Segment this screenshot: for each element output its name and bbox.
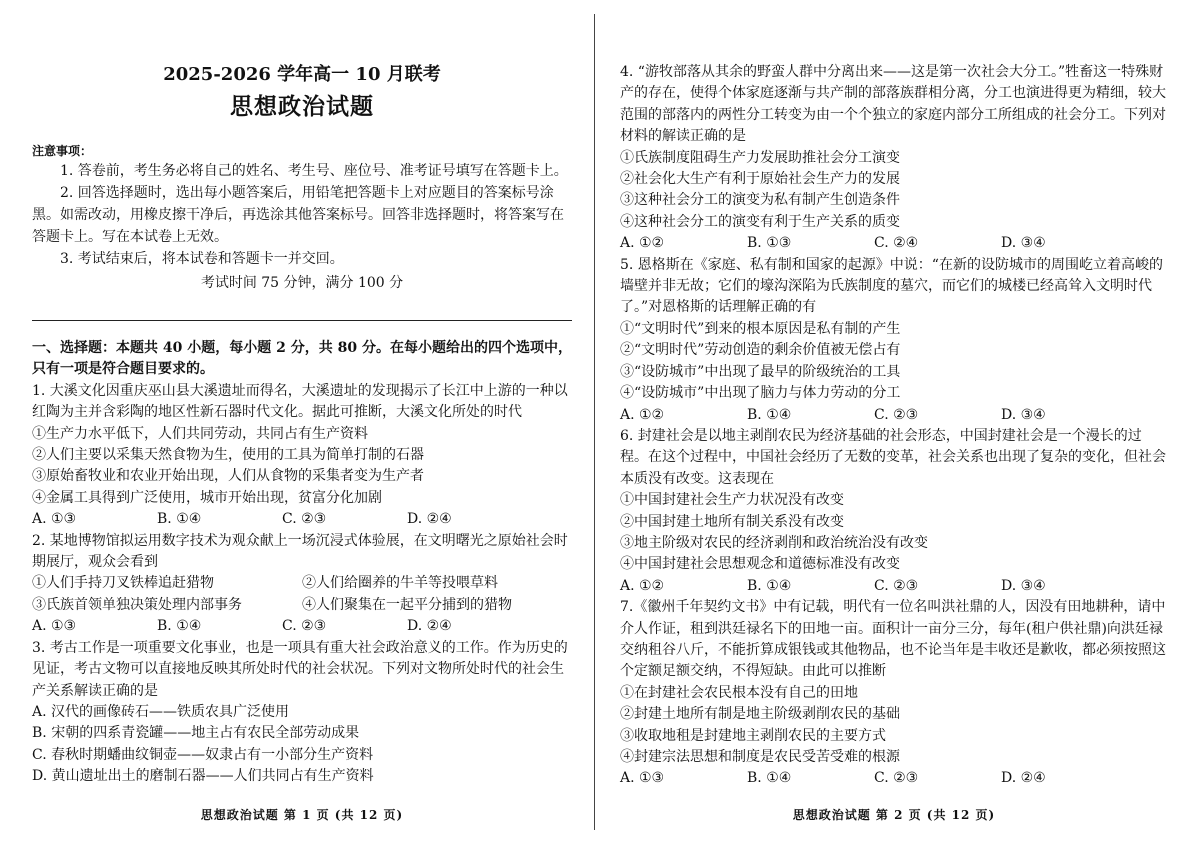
notes-heading: 注意事项： <box>32 144 93 158</box>
question-stem: 2. 某地博物馆拟运用数字技术为观众献上一场沉浸式体验展，在文明曙光之原始社会时期展厅，观众会看到 <box>32 532 568 571</box>
question-4 <box>620 62 1168 255</box>
option-c[interactable]: C. ②④ <box>874 235 919 252</box>
statement: ④金属工具得到广泛使用，城市开始出现，贫富分化加剧 <box>32 489 382 506</box>
statement: ④封建宗法思想和制度是农民受苦受难的根源 <box>620 749 900 765</box>
question-1 <box>32 381 572 531</box>
note-item-3: 3. 考试结束后，将本试卷和答题卡一并交回。 <box>60 251 344 267</box>
answer-options <box>620 233 1168 254</box>
option-c[interactable]: C. ②③ <box>282 511 327 528</box>
exam-title: 思想政治试题 <box>230 93 374 120</box>
statement: ②人们主要以采集天然食物为生，使用的工具为简单打制的石器 <box>32 447 424 464</box>
question-stem: 1. 大溪文化因重庆巫山县大溪遗址而得名，大溪遗址的发现揭示了长江中上游的一种以红陶为主并含彩陶的地区性新石器时代文化。据此可推断，大溪文化所处的时代 <box>32 382 568 421</box>
statement: ①氏族制度阻碍生产力发展助推社会分工演变 <box>620 149 900 166</box>
option-b[interactable]: B. ①④ <box>747 577 792 594</box>
option-a[interactable]: A. ①② <box>620 406 665 423</box>
answer-options <box>32 616 572 637</box>
option-b[interactable]: B. ①④ <box>747 406 792 423</box>
exam-time: 考试时间 75 分钟，满分 100 分 <box>200 275 404 291</box>
option-a[interactable]: A. ①③ <box>32 618 77 635</box>
statement-row <box>32 595 572 616</box>
option-b[interactable]: B. ①④ <box>157 618 202 635</box>
option-d[interactable]: D. ②④ <box>407 511 452 528</box>
left-questions <box>32 338 572 788</box>
statement: ②人们给圈养的牛羊等投喂草料 <box>302 575 498 592</box>
option-d[interactable]: D. ③④ <box>1001 235 1046 252</box>
option-a[interactable]: A. ①③ <box>620 770 665 787</box>
option-b[interactable]: B. 宋朝的四系青瓷罐——地主占有农民全部劳动成果 <box>32 725 360 742</box>
option-a[interactable]: A. ①③ <box>32 511 77 528</box>
question-3 <box>32 638 572 788</box>
note-item-2: 2. 回答选择题时，选出每小题答案后，用铅笔把答题卡上对应题目的答案标号涂黑。如需改动，用橡皮擦干净后，再选涂其他答案标号。回答非选择题时，将答案写在答题卡上。写在本试卷上无效。 <box>32 185 564 245</box>
question-2 <box>32 531 572 638</box>
option-d[interactable]: D. 黄山遗址出土的磨制石器——人们共同占有生产资料 <box>32 768 374 785</box>
option-d[interactable]: D. ③④ <box>1001 406 1046 423</box>
question-stem: 6. 封建社会是以地主剥削农民为经济基础的社会形态，中国封建社会是一个漫长的过程。在这个过程中，中国社会经历了无数的变革，社会关系也出现了复杂的变化，但社会本质没有改变。这表现在 <box>620 427 1166 487</box>
notes-block <box>32 142 572 294</box>
answer-options <box>620 576 1168 597</box>
option-a[interactable]: A. 汉代的画像砖石——铁质农具广泛使用 <box>32 703 290 720</box>
statement: ③地主阶级对农民的经济剥削和政治统治没有改变 <box>620 534 928 551</box>
statement: ③“设防城市”中出现了最早的阶级统治的工具 <box>620 363 901 380</box>
section-heading: 一、选择题：本题共 40 小题，每小题 2 分，共 80 分。在每小题给出的四个选项中，只有一项是符合题目要求的。 <box>32 340 572 378</box>
option-c[interactable]: C. ②③ <box>282 618 327 635</box>
statement: ④中国封建社会思想观念和道德标准没有改变 <box>620 556 900 573</box>
option-c[interactable]: C. ②③ <box>874 577 919 594</box>
statement: ③这种社会分工的演变为私有制产生创造条件 <box>620 192 900 209</box>
statement: ②社会化大生产有利于原始社会生产力的发展 <box>620 171 900 188</box>
option-b[interactable]: B. ①④ <box>747 770 792 787</box>
question-stem: 4. “游牧部落从其余的野蛮人群中分离出来——这是第一次社会大分工。”牲畜这一特殊财产的存在，使得个体家庭逐渐与共产制的部落族群相分离，分工也演进得更为精细，较大范围的部落内的两性分工转变为由一个个独立的家庭内部分工所组成的社会分工。下列对材料的解读正确的是 <box>620 64 1166 145</box>
statement: ④这种社会分工的演变有利于生产关系的质变 <box>620 213 900 230</box>
option-d[interactable]: D. ②④ <box>1001 770 1046 787</box>
option-a[interactable]: A. ①② <box>620 235 665 252</box>
question-stem: 7.《徽州千年契约文书》中有记载，明代有一位名叫洪社鼎的人，因没有田地耕种，请中介人作证，租到洪廷禄名下的田地一亩。面积计一亩分三分，每年(租户供社鼎)向洪廷禄交纳租谷八斤，不能折算成银钱或其他物品，也不论当年是丰收还是歉收，都必须按照这个定额足额交纳，不得短缺。由此可以推断 <box>620 599 1166 680</box>
statement: ④人们聚集在一起平分捕到的猎物 <box>302 596 512 613</box>
statement: ③收取地租是封建地主剥削农民的主要方式 <box>620 727 886 744</box>
option-d[interactable]: D. ③④ <box>1001 577 1046 594</box>
statement: ③氏族首领单独决策处理内部事务 <box>32 596 242 613</box>
statement: ①“文明时代”到来的根本原因是私有制的产生 <box>620 320 901 337</box>
statement: ②中国封建土地所有制关系没有改变 <box>620 513 844 530</box>
page-divider <box>594 14 595 830</box>
statement: ②封建土地所有制是地主阶级剥削农民的基础 <box>620 706 900 723</box>
statement: ①在封建社会农民根本没有自己的田地 <box>620 684 858 701</box>
question-stem: 5. 恩格斯在《家庭、私有制和国家的起源》中说：“在新的设防城市的周围屹立着高峻的墙壁并非无故；它们的壕沟深陷为氏族制度的墓穴，而它们的城楼已经高耸入文明时代了。”对恩格斯的话理解正确的有 <box>620 256 1163 316</box>
statement: ④“设防城市”中出现了脑力与体力劳动的分工 <box>620 385 901 402</box>
option-c[interactable]: C. 春秋时期蟠曲纹铜壶——奴隶占有一小部分生产资料 <box>32 746 374 763</box>
page-footer: 思想政治试题 第 2 页 (共 12 页) <box>792 808 996 822</box>
statement: ①人们手持刀叉铁棒追赶猎物 <box>32 575 214 592</box>
answer-options <box>620 405 1168 426</box>
question-5 <box>620 255 1168 426</box>
separator-line <box>32 320 572 321</box>
option-a[interactable]: A. ①② <box>620 577 665 594</box>
statement-row <box>32 573 572 594</box>
option-d[interactable]: D. ②④ <box>407 618 452 635</box>
option-c[interactable]: C. ②③ <box>874 770 919 787</box>
question-stem: 3. 考古工作是一项重要文化事业，也是一项具有重大社会政治意义的工作。作为历史的见证，考古文物可以直接地反映其所处时代的社会状况。下列对文物所处时代的社会生产关系解读正确的是 <box>32 639 568 699</box>
statement: ②“文明时代”劳动创造的剩余价值被无偿占有 <box>620 342 901 359</box>
question-7 <box>620 597 1168 790</box>
exam-title-line1: 2025-2026 学年高一 10 月联考 <box>163 64 441 85</box>
statement: ①生产力水平低下，人们共同劳动，共同占有生产资料 <box>32 425 368 442</box>
statement: ①中国封建社会生产力状况没有改变 <box>620 492 844 509</box>
right-questions <box>620 62 1168 790</box>
question-6 <box>620 426 1168 597</box>
answer-options <box>620 768 1168 789</box>
statement: ③原始畜牧业和农业开始出现，人们从食物的采集者变为生产者 <box>32 468 424 485</box>
option-b[interactable]: B. ①④ <box>157 511 202 528</box>
option-b[interactable]: B. ①③ <box>747 235 792 252</box>
answer-options <box>32 509 572 530</box>
note-item-1: 1. 答卷前，考生务必将自己的姓名、考生号、座位号、准考证号填写在答题卡上。 <box>60 163 568 179</box>
page-footer: 思想政治试题 第 1 页 (共 12 页) <box>200 808 404 822</box>
option-c[interactable]: C. ②③ <box>874 406 919 423</box>
